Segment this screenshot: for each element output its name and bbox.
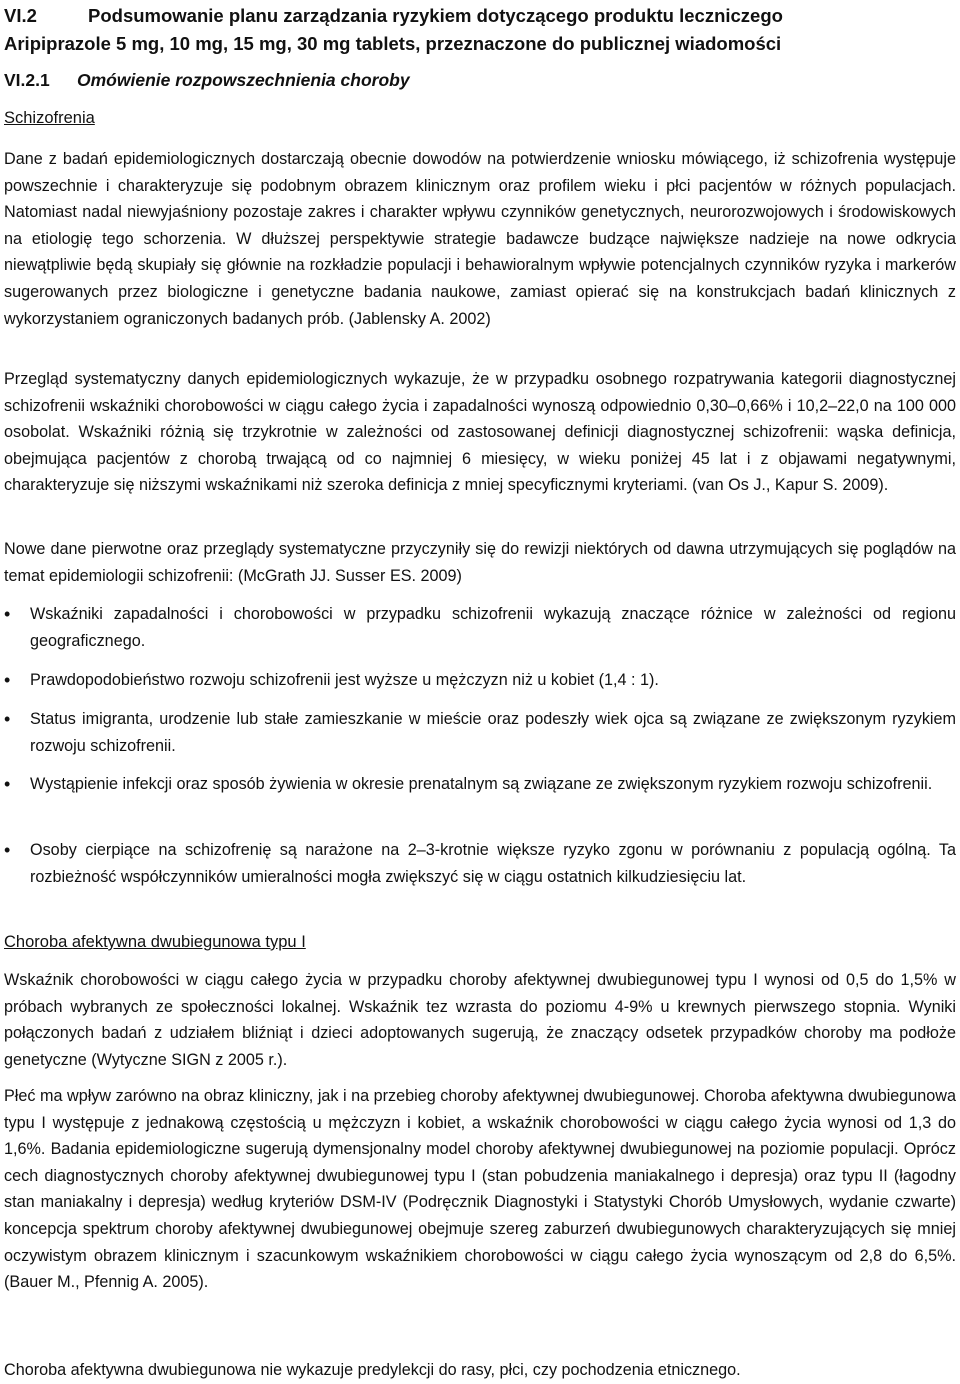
list-item-text: Status imigranta, urodzenie lub stałe zamieszkanie w mieście oraz podeszły wiek ojca są związane ze zwiększonym ryzykiem rozwoju schizofrenii. <box>30 710 956 755</box>
bipolar-paragraph-3: Choroba afektywna dwubiegunowa nie wykazuje predylekcji do rasy, płci, czy pochodzenia etnicznego. <box>4 1361 741 1379</box>
subsection-number: VI.2.1 <box>4 70 50 90</box>
bipolar-heading: Choroba afektywna dwubiegunowa typu I <box>4 933 306 951</box>
list-item <box>4 837 956 890</box>
list-item-text: Wskaźniki zapadalności i chorobowości w przypadku schizofrenii wykazują znaczące różnice w zależności od regionu geograficznego. <box>30 605 956 650</box>
subsection-title-text: Omówienie rozpowszechnienia choroby <box>77 70 410 90</box>
section-title <box>4 2 956 58</box>
list-item <box>4 601 956 654</box>
list-item <box>4 771 956 798</box>
bullet-icon: • <box>4 840 11 860</box>
schizophrenia-paragraph-1: Dane z badań epidemiologicznych dostarczają obecnie dowodów na potwierdzenie wniosku mówiącego, iż schizofrenia występuje powszechnie i charakteryzuje się podobnym obrazem klinicznym oraz profilem wieku i płci pacjentów w różnych populacjach. Natomiast nadal niewyjaśniony pozostaje zakres i charakter wpływu czynników genetycznych, neurorozwojowych i środowiskowych na etiologię tego schorzenia. W dłuższej perspektywie strategie badawcze budzące największe nadzieje na nowe odkrycia niewątpliwie będą skupiały się głównie na rozkładzie populacji i behawioralnym wpływie potencjalnych czynników ryzyka i markerów sugerowanych przez biologiczne i genetyczne badania naukowe, zamiast opierać się na konstrukcjach badań klinicznych z wykorzystaniem ograniczonych badanych prób. (Jablensky A. 2002) <box>4 150 956 328</box>
list-item-text: Wystąpienie infekcji oraz sposób żywienia w okresie prenatalnym są związane ze zwiększonym ryzykiem rozwoju schizofrenii. <box>30 775 933 793</box>
section-number: VI.2 <box>4 5 37 26</box>
schizophrenia-paragraph-2: Przegląd systematyczny danych epidemiologicznych wykazuje, że w przypadku osobnego rozpatrywania kategorii diagnostycznej schizofrenii wskaźniki chorobowości w ciągu całego życia i zapadalności wynoszą odpowiednio 0,30–0,66% i 10,2–22,0 na 100 000 osobolat. Wskaźniki różnią się trzykrotnie w zależności od zastosowanej definicji diagnostycznej schizofrenii: wąska definicja, obejmująca pacjentów z chorobą trwającą od co najmniej 6 miesięcy, w wieku poniżej 45 lat i z objawami negatywnymi, charakteryzuje się niższymi wskaźnikami niż szeroka definicja z mniej specyficznymi kryteriami. (van Os J., Kapur S. 2009). <box>4 370 956 495</box>
list-item <box>4 667 956 694</box>
section-title-line2: Aripiprazole 5 mg, 10 mg, 15 mg, 30 mg tablets, przeznaczone do publicznej wiadomości <box>4 33 782 54</box>
bullet-icon: • <box>4 670 11 690</box>
bipolar-paragraph-1: Wskaźnik chorobowości w ciągu całego życia w przypadku choroby afektywnej dwubiegunowej typu I wynosi od 0,5 do 1,5% w próbach wybranych ze społeczności lokalnej. Wskaźnik tez wzrasta do poziomu 4-9% u krewnych pierwszego stopnia. Wyniki połączonych badań z udziałem bliźniąt i dzieci adoptowanych sugerują, że znaczący odsetek przypadków choroby ma podłoże genetyczne (Wytyczne SIGN z 2005 r.). <box>4 971 956 1069</box>
schizophrenia-heading: Schizofrenia <box>4 109 95 127</box>
bullet-icon: • <box>4 604 11 624</box>
bullet-icon: • <box>4 709 11 729</box>
bipolar-paragraph-2: Płeć ma wpływ zarówno na obraz kliniczny, jak i na przebieg choroby afektywnej dwubiegunowej. Choroba afektywna dwubiegunowa typu I występuje z jednakową częstością u mężczyzn i kobiet, a wskaźnik chorobowości w ciągu całego życia wynosi od 1,3 do 1,6%. Badania epidemiologiczne sugerują dymensjonalny model choroby afektywnej dwubiegunowej na poziomie populacji. Oprócz cech diagnostycznych choroby afektywnej dwubiegunowej typu I (stan pobudzenia maniakalnego i depresja) oraz typu II (łagodny stan maniakalny i depresja) według kryteriów DSM-IV (Podręcznik Diagnostyki i Statystyki Chorób Umysłowych, wydanie czwarte) koncepcja spektrum choroby afektywnej dwubiegunowej obejmuje szereg zaburzeń dwubiegunowych charakteryzujących się mniej oczywistym obrazem klinicznym i szacunkowym wskaźnikiem chorobowości w ciągu całego życia wynoszącym od 2,8 do 6,5%. (Bauer M., Pfennig A. 2005). <box>4 1087 956 1292</box>
list-item-text: Prawdopodobieństwo rozwoju schizofrenii jest wyższe u mężczyzn niż u kobiet (1,4 : 1). <box>30 671 659 689</box>
section-title-line1: Podsumowanie planu zarządzania ryzykiem dotyczącego produktu leczniczego <box>88 5 783 26</box>
bullet-icon: • <box>4 774 11 794</box>
schizophrenia-paragraph-3: Nowe dane pierwotne oraz przeglądy systematyczne przyczyniły się do rewizji niektórych od dawna utrzymujących się poglądów na temat epidemiologii schizofrenii: (McGrath JJ. Susser ES. 2009) <box>4 540 956 585</box>
list-item <box>4 706 956 759</box>
subsection-title <box>4 66 410 94</box>
list-item-text: Osoby cierpiące na schizofrenię są narażone na 2–3-krotnie większe ryzyko zgonu w porównaniu z populacją ogólną. Ta rozbieżność współczynników umieralności mogła zwiększyć się w ciągu ostatnich kilkudziesięciu lat. <box>30 841 956 886</box>
